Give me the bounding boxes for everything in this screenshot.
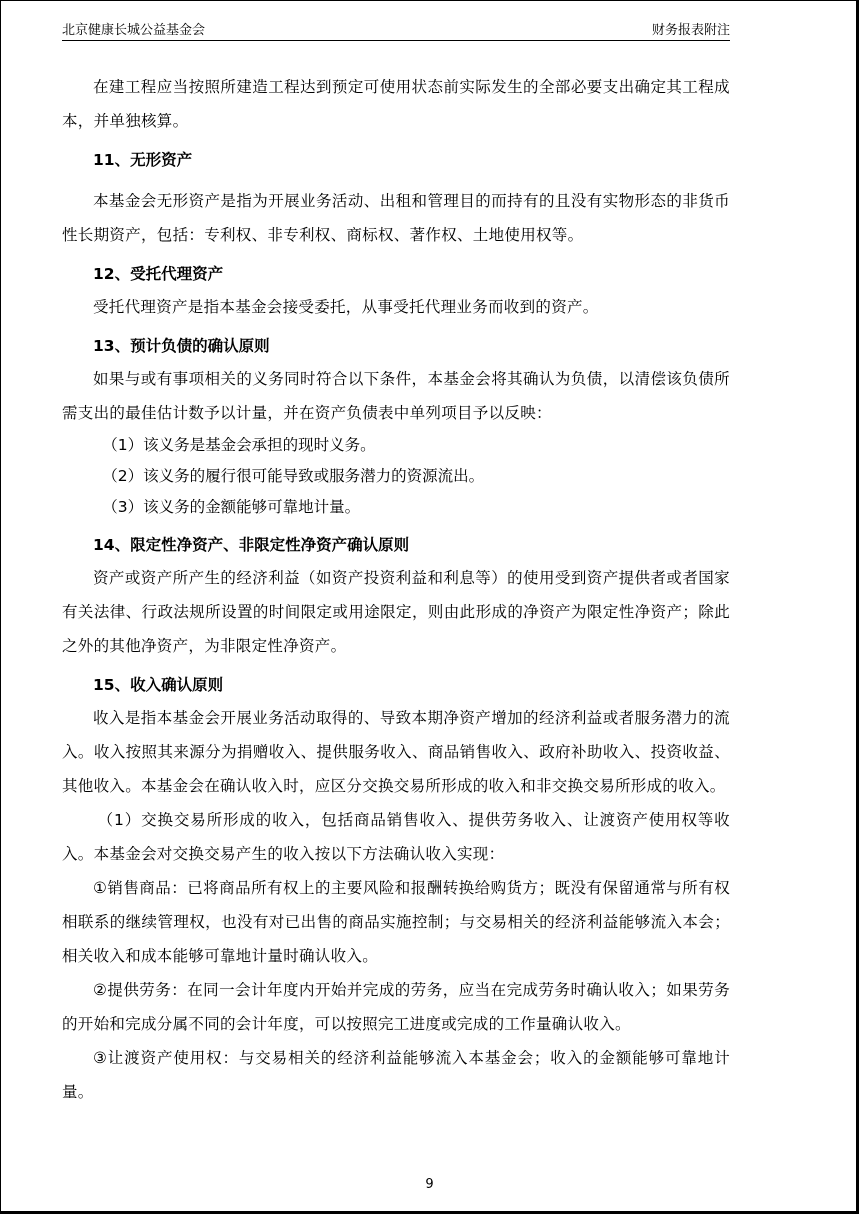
paragraph-entrusted-assets: 受托代理资产是指本基金会接受委托，从事受托代理业务而收到的资产。 (93, 298, 599, 316)
list-item: （1）该义务是基金会承担的现时义务。 (102, 436, 376, 454)
page-number: 9 (425, 1177, 434, 1192)
page-header (62, 18, 730, 41)
heading-estimated-liabilities: 13、预计负债的确认原则 (93, 337, 270, 355)
paragraph-intangible-assets: 本基金会无形资产是指为开展业务活动、出租和管理目的而持有的且没有实物形态的非货币性长期资产，包括：专利权、非专利权、商标权、著作权、土地使用权等。 (62, 192, 730, 244)
paragraph-services: ②提供劳务：在同一会计年度内开始并完成的劳务，应当在完成劳务时确认收入；如果劳务的开始和完成分属不同的会计年度，可以按照完工进度或完成的工作量确认收入。 (62, 981, 730, 1033)
heading-revenue-recognition: 15、收入确认原则 (93, 676, 224, 694)
paragraph-asset-use-rights: ③让渡资产使用权：与交易相关的经济利益能够流入本基金会；收入的金额能够可靠地计量。 (62, 1049, 730, 1101)
heading-intangible-assets: 11、无形资产 (93, 151, 193, 169)
paragraph-estimated-liabilities: 如果与或有事项相关的义务同时符合以下条件，本基金会将其确认为负债，以清偿该负债所需支出的最佳估计数予以计量，并在资产负债表中单列项目予以反映： (62, 370, 730, 422)
header-section-title: 财务报表附注 (651, 23, 730, 38)
paragraph-net-assets: 资产或资产所产生的经济利益（如资产投资利益和利息等）的使用受到资产提供者或者国家有关法律、行政法规所设置的时间限定或用途限定，则由此形成的净资产为限定性净资产；除此之外的其他净资产，为非限定性净资产。 (62, 569, 730, 655)
list-item: （2）该义务的履行很可能导致或服务潜力的资源流出。 (102, 467, 485, 485)
paragraph-exchange-revenue: （1）交换交易所形成的收入，包括商品销售收入、提供劳务收入、让渡资产使用权等收入。本基金会对交换交易产生的收入按以下方法确认收入实现： (62, 811, 730, 863)
heading-net-assets: 14、限定性净资产、非限定性净资产确认原则 (93, 536, 410, 554)
paragraph-revenue-recognition: 收入是指本基金会开展业务活动取得的、导致本期净资产增加的经济利益或者服务潜力的流入。收入按照其来源分为捐赠收入、提供服务收入、商品销售收入、政府补助收入、投资收益、其他收入。本基金会在确认收入时，应区分交换交易所形成的收入和非交换交易所形成的收入。 (62, 709, 730, 795)
paragraph-construction: 在建工程应当按照所建造工程达到预定可使用状态前实际发生的全部必要支出确定其工程成本，并单独核算。 (62, 78, 730, 130)
header-organization: 北京健康长城公益基金会 (62, 23, 206, 38)
list-item: （3）该义务的金额能够可靠地计量。 (102, 498, 361, 516)
paragraph-sales-of-goods: ①销售商品：已将商品所有权上的主要风险和报酬转换给购货方；既没有保留通常与所有权相联系的继续管理权，也没有对已出售的商品实施控制；与交易相关的经济利益能够流入本会；相关收入和成本能够可靠地计量时确认收入。 (62, 879, 730, 965)
document-body (62, 70, 730, 1109)
heading-entrusted-assets: 12、受托代理资产 (93, 265, 224, 283)
